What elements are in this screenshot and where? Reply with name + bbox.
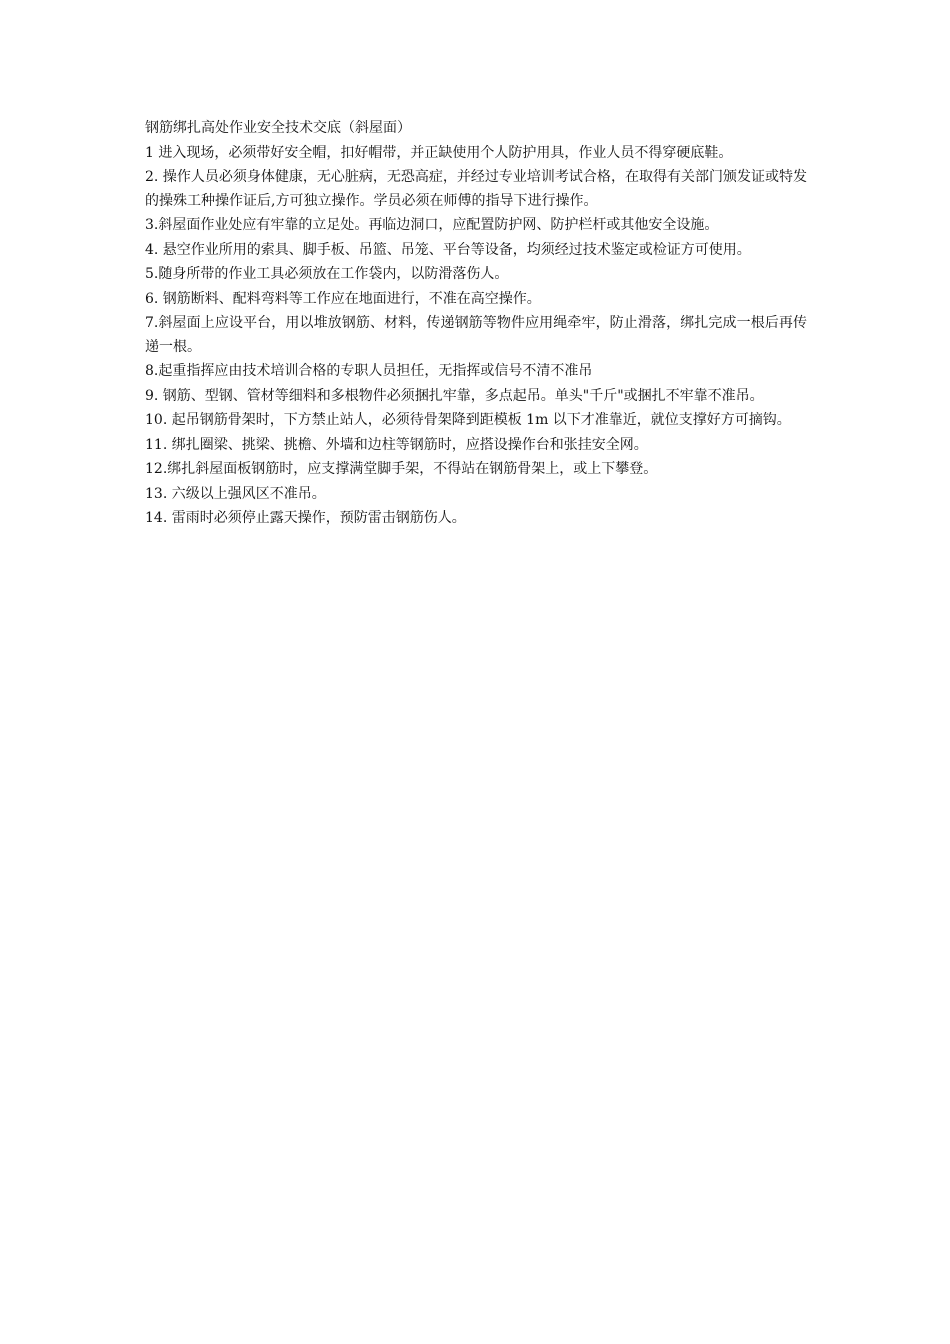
document-title: 钢筋绑扎高处作业安全技术交底（斜屋面） <box>145 120 411 136</box>
list-item: 8.起重指挥应由技术培训合格的专职人员担任，无指挥或信号不清不准吊 <box>145 363 593 379</box>
list-item: 10. 起吊钢筋骨架时，下方禁止站人，必须待骨架降到距模板 1m 以下才准靠近，就位支撑好方可摘钩。 <box>145 412 791 428</box>
list-item: 5.随身所带的作业工具必须放在工作袋内，以防滑落伤人。 <box>145 266 509 282</box>
list-item: 13. 六级以上强风区不准吊。 <box>145 485 326 502</box>
list-item: 9. 钢筋、型钢、管材等细料和多根物件必须捆扎牢靠，多点起吊。单头"千斤"或捆扎不牢靠不准吊。 <box>145 387 764 404</box>
list-item: 12.绑扎斜屋面板钢筋时，应支撑满堂脚手架，不得站在钢筋骨架上，或上下攀登。 <box>145 461 658 477</box>
list-item: 1 进入现场，必须带好安全帽，扣好帽带，并正缺使用个人防护用具，作业人员不得穿硬底鞋。 <box>145 144 733 161</box>
list-item: 14. 雷雨时必须停止露天操作，预防雷击钢筋伤人。 <box>145 510 466 526</box>
list-item: 2. 操作人员必须身体健康，无心脏病，无恐高症，并经过专业培训考试合格，在取得有关部门颁发证或特发的操殊工种操作证后,方可独立操作。学员必须在师傅的指导下进行操作。 <box>145 169 807 209</box>
list-item: 11. 绑扎圈梁、挑梁、挑檐、外墙和边柱等钢筋时，应搭设操作台和张挂安全网。 <box>145 436 648 453</box>
list-item: 6. 钢筋断料、配料弯料等工作应在地面进行，不准在高空操作。 <box>145 290 541 307</box>
document-body <box>145 117 807 532</box>
list-item: 7.斜屋面上应设平台，用以堆放钢筋、材料，传递钢筋等物件应用绳牵牢，防止滑落，绑扎完成一根后再传递一根。 <box>145 315 807 355</box>
list-item: 3.斜屋面作业处应有牢靠的立足处。再临边洞口，应配置防护网、防护栏杆或其他安全设施。 <box>145 217 719 233</box>
list-item: 4. 悬空作业所用的索具、脚手板、吊篮、吊笼、平台等设备，均须经过技术鉴定或检证方可使用。 <box>145 241 751 258</box>
